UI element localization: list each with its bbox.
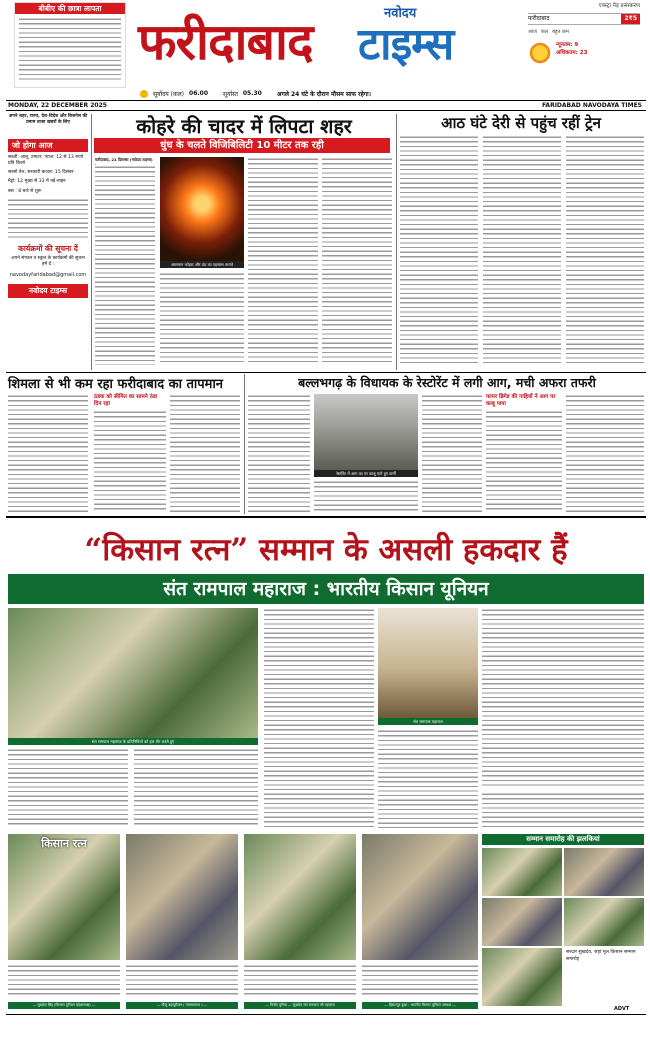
list-item: मैट्रो: 12 मुख्य से 33 में नई लाइन xyxy=(8,179,66,185)
fire-photo-caption: रेस्टोरेंट में आग का पर काबू पाते हुए कर्मी xyxy=(314,470,418,477)
bottom-caption-2: — मौजू बहादुरीयार ( पंचायतराज ) — xyxy=(126,1002,238,1009)
shimla-text-col-2 xyxy=(94,410,166,512)
left-teaser-title: बीबीए की छात्रा लापता xyxy=(15,3,125,14)
feature-center-caption: संत रामपाल महाराज xyxy=(378,718,478,725)
train-headline: आठ घंटे देरी से पहुंच रहीं ट्रेन xyxy=(441,114,601,132)
brand-red: फरीदाबाद xyxy=(138,12,313,71)
karyakram-text: अपने संगठन व स्कूल के कार्यक्रमों की सूचना हमें दें : xyxy=(11,255,85,268)
sunrise-icon xyxy=(140,90,148,98)
sidebar-top-text: अपने शहर, राज्य, देश-विदेश और बिजनेस की तमाम ताजा खबरों के लिए xyxy=(8,114,88,126)
feature-left-text-2 xyxy=(134,748,258,828)
weather-pills xyxy=(528,29,640,35)
masthead-rule xyxy=(6,100,646,101)
gallery-photo-4 xyxy=(564,898,644,946)
weather-strip xyxy=(140,88,524,99)
sunrise-label: सूर्योदय (कल) xyxy=(153,90,185,98)
feature-left-photo xyxy=(8,608,258,738)
edition-city: फरीदाबाद xyxy=(528,15,550,22)
feature-center-photo xyxy=(378,608,478,718)
left-teaser-text xyxy=(19,17,121,83)
feature-photo-4-text xyxy=(362,964,478,998)
lead-text-col-4 xyxy=(322,157,392,365)
pill-low: बहुत कम xyxy=(552,29,569,35)
shimla-text-col-3 xyxy=(170,394,240,512)
bottom-caption-3: — विनोद पुनिया — सुखदेव संत रामपाल जी महाराज xyxy=(244,1002,356,1009)
feature-left-caption: संत रामपाल महाराज के प्रतिनिधियों को हल भेंट करते हुए xyxy=(8,738,258,745)
feature-center-text-1 xyxy=(264,608,374,828)
gallery-photo-5 xyxy=(482,948,562,1006)
lead-photo-caption: आसमान कोहरा और ठंड का एहसास कराते xyxy=(160,261,244,268)
edition-box xyxy=(528,2,640,88)
sunset-time: 05.30 xyxy=(242,90,262,97)
sidebar-logo: नवोदय टाइम्स xyxy=(8,284,88,298)
feature-left-text-1 xyxy=(8,748,128,828)
fire-text-col-3 xyxy=(422,394,482,512)
shimla-sub-headline: ठंडक को सीमित का सामने ठंडा दिन रहा xyxy=(94,394,158,407)
lead-subhead: धुंध के चलते विजिबिलिटी 10 मीटर तक रही xyxy=(94,138,390,153)
feature-photo-3 xyxy=(244,834,356,960)
todays-list xyxy=(8,155,88,195)
gallery-side-box: सरदार सुखदेव, जहां मूल किसान सम्मान समारोह xyxy=(566,950,636,962)
gallery-photo-1 xyxy=(482,848,562,896)
brand-blue: टाइम्स xyxy=(358,19,454,70)
temp-max: अधिकतम: 23 xyxy=(556,50,588,56)
left-teaser-box xyxy=(14,2,126,88)
fire-text-col-1 xyxy=(248,394,310,512)
bottom-caption-1: — सुखदेव सिंह (किसान यूनियन प्रदेशाध्यक्ष) — xyxy=(8,1002,120,1009)
feature-photo-4 xyxy=(362,834,478,960)
paper-name: FARIDABAD NAVODAYA TIMES xyxy=(542,102,642,109)
lead-text-col-2 xyxy=(160,272,244,365)
date-line: MONDAY, 22 DECEMBER 2025 xyxy=(8,102,107,109)
fire-headline: बल्लभगढ़ के विधायक के रेस्टोरेंट में लगी आग, मची अफरा तफरी xyxy=(298,375,596,390)
feature-photo-2-text xyxy=(126,964,238,998)
feature-strip: संत रामपाल महाराज : भारतीय किसान यूनियन xyxy=(8,574,644,604)
brand-small: नवोदय xyxy=(384,6,417,21)
lead-headline: कोहरे की चादर में लिपटा शहर xyxy=(136,115,352,138)
fire-text-col-2 xyxy=(314,480,418,512)
feature-photo-1-text xyxy=(8,964,120,998)
feature-photo-1 xyxy=(8,834,120,960)
list-item: बस : 8 बजे से शुरू xyxy=(8,188,42,194)
sunset-label: सूर्यास्त xyxy=(223,90,238,98)
sun-icon xyxy=(528,41,552,65)
train-text-col-2 xyxy=(483,135,561,365)
pill-today: आज xyxy=(528,29,537,35)
gallery-photo-3 xyxy=(482,898,562,946)
todays-title: जो होगा आज xyxy=(8,139,88,152)
lead-photo xyxy=(160,157,244,261)
train-text-col-3 xyxy=(566,135,644,365)
fire-text-col-4 xyxy=(486,410,562,512)
feature-photo-2 xyxy=(126,834,238,960)
feature-wide-text xyxy=(482,792,644,828)
feature-center-text-2 xyxy=(378,729,478,828)
masthead xyxy=(0,0,650,100)
edition-page: 2₹5 xyxy=(621,14,640,24)
temp-min: न्यूनतम: 9 xyxy=(556,42,579,48)
shimla-headline: शिमला से भी कम रहा फरीदाबाद का तापमान xyxy=(8,377,224,392)
feature-photo-1-title: किसान रत्न xyxy=(41,837,87,850)
feature-banner: “किसान रत्न” सम्मान के असली हकदार हैं xyxy=(84,532,568,568)
fire-text-col-5 xyxy=(566,394,644,512)
weather-box xyxy=(528,41,640,65)
lead-text-col-1 xyxy=(95,165,155,365)
sunrise-time: 06.00 xyxy=(189,90,209,97)
shimla-text-col-1 xyxy=(8,394,88,512)
edition-label: एक्स्ट्रा पेड़ प्रसंस्करण xyxy=(598,3,640,9)
feature-right-text xyxy=(482,608,644,788)
fire-sub-headline: फायर ब्रिगेड की गाड़ियों ने आग पर काबू पाया xyxy=(486,394,556,407)
advt-label: ADVT xyxy=(614,1006,630,1012)
sidebar xyxy=(8,114,88,370)
edition-row xyxy=(528,13,640,25)
fire-photo xyxy=(314,394,418,470)
lead-text-col-3 xyxy=(248,157,318,365)
train-text-col-1 xyxy=(400,135,478,365)
karyakram-title: कार्यक्रमों की सूचना दें xyxy=(18,243,78,253)
date-rule xyxy=(6,110,646,111)
pill-tomorrow: कल xyxy=(540,29,549,35)
lead-byline: फरीदाबाद, 21 दिसम्बर (नवोदय टाइम्स) xyxy=(95,157,153,162)
photo-row xyxy=(8,834,478,1012)
gallery-title: सम्मान समारोह की झलकियां xyxy=(482,834,644,845)
weather-note: अगले 24 घंटे के दौरान मौसम साफ रहेगा। xyxy=(276,90,371,98)
gallery-photo-2 xyxy=(564,848,644,896)
list-item: सब्जी: आलू, टमाटर, प्याज: 12 से 13 रुपये प्रति किलो xyxy=(8,154,84,167)
sidebar-email[interactable]: navodayfaridabad@gmail.com xyxy=(9,272,87,279)
list-item: सरसों तेल, सरकारी बाजार: 15 दिसंबर xyxy=(8,170,74,176)
feature-photo-3-text xyxy=(244,964,356,998)
bottom-caption-4: — हिसारपुर बुआ : भारतीय किसान यूनियन अध्यक्ष — xyxy=(362,1002,478,1009)
